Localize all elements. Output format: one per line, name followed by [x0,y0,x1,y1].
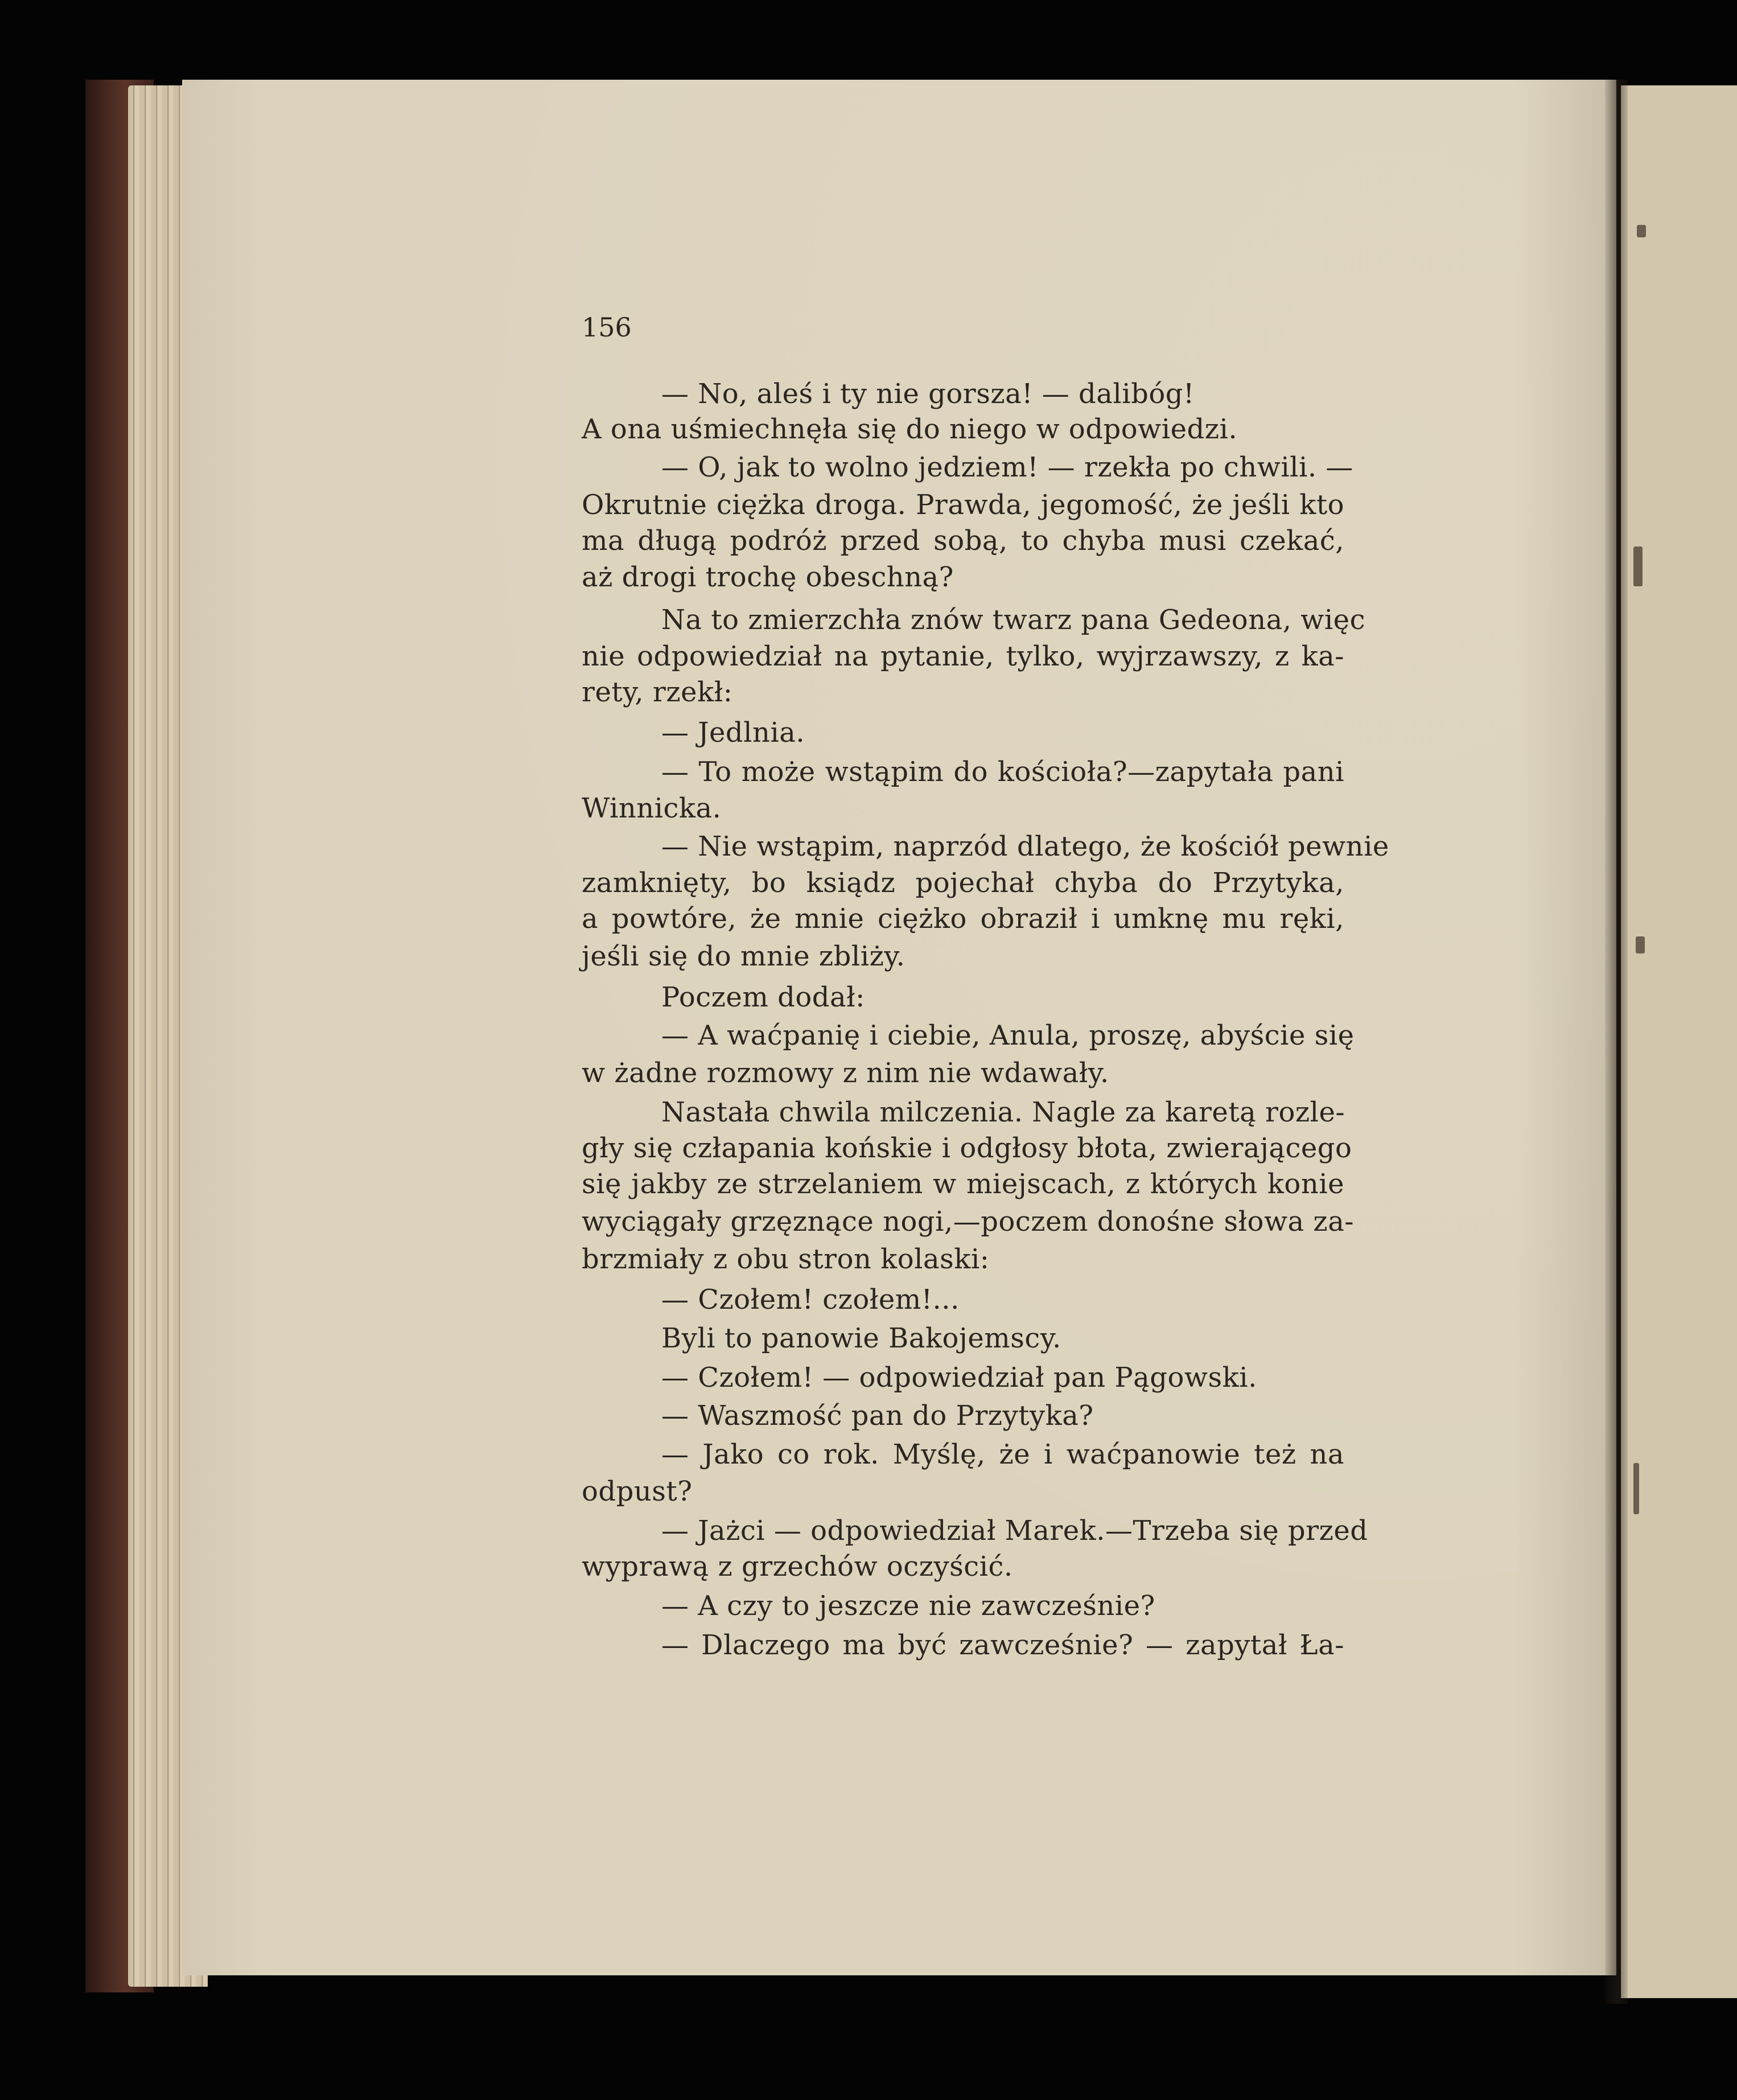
text-line: — No, aleś i ty nie gorsza! — dalibóg! [661,378,1195,410]
page-number: 156 [582,312,632,343]
facing-page-mark [1636,936,1645,954]
text-line: — Waszmość pan do Przytyka? [661,1400,1094,1432]
text-line: w żadne rozmowy z nim nie wdawały. [582,1057,1109,1089]
text-line: Byli to panowie Bakojemscy. [661,1322,1061,1354]
text-line: rety, rzekł: [582,676,733,708]
text-line: wyprawą z grzechów oczyścić. [582,1551,1013,1583]
facing-page-mark [1633,1463,1639,1514]
text-line: Na to zmierzchła znów twarz pana Gedeona, więc [661,604,1365,636]
text-line: Nastała chwila milczenia. Nagle za karetą rozle- [661,1096,1345,1128]
book-gutter [1605,80,1628,2004]
text-line: a powtóre, że mnie ciężko obraził i umknę mu ręki, [582,903,1344,935]
text-line: — Jażci — odpowiedział Marek.—Trzeba się przed [661,1515,1368,1547]
text-line: — A waćpanię i ciebie, Anula, proszę, abyście się [661,1020,1355,1051]
text-line: ma długą podróż przed sobą, to chyba musi czekać, [582,525,1344,557]
text-line: — Jedlnia. [661,717,805,749]
text-line: — To może wstąpim do kościoła?—zapytała pani [661,756,1344,788]
text-line: odpust? [582,1476,693,1507]
text-line: Okrutnie ciężka droga. Prawda, jegomość, że jeśli kto [582,489,1344,521]
text-line: — Dlaczego ma być zawcześnie? — zapytał Ła- [661,1629,1344,1661]
text-line: — A czy to jeszcze nie zawcześnie? [661,1590,1155,1622]
text-line: aż drogi trochę obeschną? [582,561,954,593]
text-line: — Nie wstąpim, naprzód dlatego, że kościół pewnie [661,831,1389,862]
text-line: gły się człapania końskie i odgłosy błota, zwierającego [582,1132,1352,1164]
facing-page [1621,85,1737,1998]
text-line: A ona uśmiechnęła się do niego w odpowiedzi. [582,413,1238,445]
text-line: zamknięty, bo ksiądz pojechał chyba do Przytyka, [582,867,1344,899]
text-line: Poczem dodał: [661,981,865,1013]
text-line: wyciągały grzęznące nogi,—poczem donośne słowa za- [582,1206,1355,1238]
text-line: nie odpowiedział na pytanie, tylko, wyjrzawszy, z ka- [582,640,1344,672]
text-line: brzmiały z obu stron kolaski: [582,1243,990,1275]
text-line: — Jako co rok. Myślę, że i waćpanowie też na [661,1439,1344,1470]
text-line: jeśli się do mnie zbliży. [582,940,905,972]
facing-page-mark [1633,546,1643,586]
text-line: Winnicka. [582,792,722,824]
text-line: się jakby ze strzelaniem w miejscach, z których konie [582,1168,1344,1200]
facing-page-mark [1637,225,1646,237]
text-line: — O, jak to wolno jedziem! — rzekła po chwili. — [661,451,1353,483]
text-line: — Czołem! — odpowiedział pan Pągowski. [661,1362,1257,1394]
text-line: — Czołem! czołem!... [661,1284,960,1316]
